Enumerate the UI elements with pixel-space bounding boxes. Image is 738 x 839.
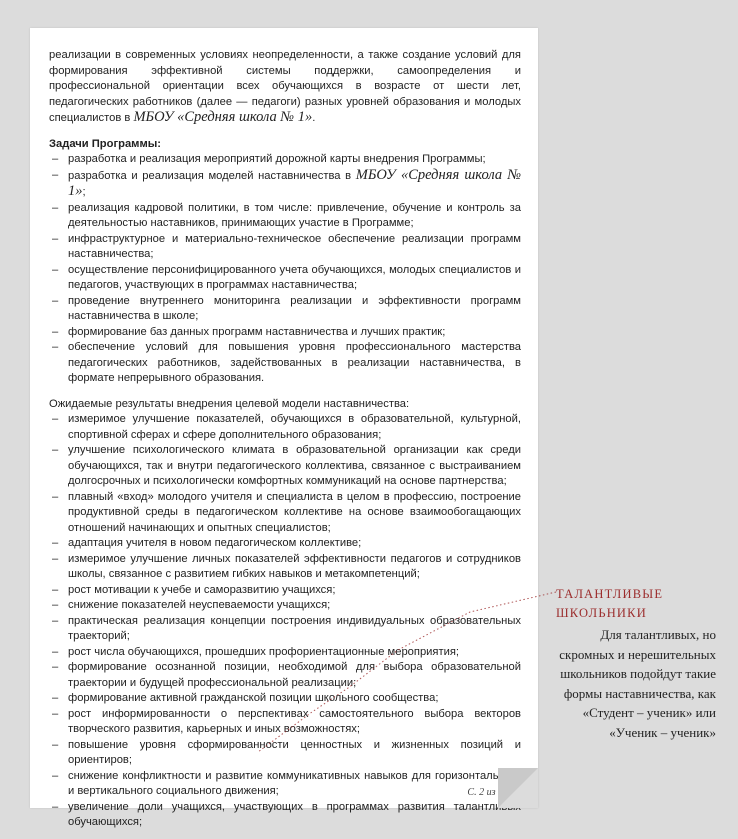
list-item-end: ; xyxy=(82,186,86,198)
list-item: – измеримое улучшение личных показателей эффективности педагогов и сотрудников школы, связанное с развитием гибких навыков и метакомпетенций; xyxy=(49,552,521,583)
list-item: – плавный «вход» молодого учителя и специалиста в целом в профессию, построение продуктивной среды в педагогическом коллективе на основе взаимообогащающих отношений начинающих и опытных специалистов; xyxy=(49,490,521,537)
task-school-name: МБОУ «Средняя школа № 1» xyxy=(68,166,521,199)
page-fold-corner xyxy=(498,768,538,808)
list-item: – практическая реализация концепции построения индивидуальных образовательных траекторий; xyxy=(49,614,521,645)
list-item xyxy=(49,168,521,201)
page-number: С. 2 из 23 xyxy=(467,787,508,798)
list-item: – формирование активной гражданской позиции школьного сообщества; xyxy=(49,691,521,707)
intro-school-name: МБОУ «Средняя школа № 1» xyxy=(133,109,313,125)
list-item: – повышение уровня сформированности ценностных и жизненных позиций и ориентиров; xyxy=(49,738,521,769)
note-body: Для талантливых, но скромных и нерешительных школьников подойдут такие формы наставничества, как «Студент – ученик» или «Ученик – ученик» xyxy=(559,627,716,740)
results-list xyxy=(49,412,521,831)
list-item: – снижение показателей неуспеваемости учащихся; xyxy=(49,598,521,614)
intro-end: . xyxy=(312,112,316,124)
list-item: – улучшение психологического климата в образовательной организации как среди обучающихся, так и внутри педагогического коллектива, связанное с выстраиванием долгосрочных и психологически комфортных коммуникаций на основе партнерства; xyxy=(49,443,521,490)
note-title-line-1: ТАЛАНТЛИВЫЕ xyxy=(556,587,664,601)
list-item: – проведение внутреннего мониторинга реализации и эффективности программ наставничества в школе; xyxy=(49,294,521,325)
margin-note xyxy=(556,585,716,742)
note-title-line-2: ШКОЛЬНИКИ xyxy=(556,606,647,620)
tasks-title: Задачи Программы: xyxy=(49,137,162,150)
list-item: – снижение конфликтности и развитие коммуникативных навыков для горизонтального и вертикального социального движения; xyxy=(49,769,521,800)
document-page xyxy=(30,28,538,828)
list-item: – разработка и реализация мероприятий дорожной карты внедрения Программы; xyxy=(49,152,521,168)
page-content xyxy=(49,48,521,831)
list-item: – рост мотивации к учебе и саморазвитию учащихся; xyxy=(49,583,521,599)
list-item: – адаптация учителя в новом педагогическом коллективе; xyxy=(49,536,521,552)
list-item: – обеспечение условий для повышения уровня профессионального мастерства педагогических работников, задействованных в реализации наставничества, в формате непрерывного образования. xyxy=(49,340,521,387)
tasks-list xyxy=(49,152,521,387)
list-item: – формирование осознанной позиции, необходимой для выбора образовательной траектории и будущей профессиональной реализации; xyxy=(49,660,521,691)
list-item: – рост информированности о перспективах самостоятельного выбора векторов творческого развития, карьерных и иных возможностях; xyxy=(49,707,521,738)
intro-text: реализации в современных условиях неопределенности, а также создание условий для формирования эффективной системы поддержки, самоопределения и профессиональной ориентации всех обучающихся в возрасте от шести лет, педагогических работников (далее — педагоги) разных уровней образования и молодых специалистов в xyxy=(49,49,521,124)
list-item: – осуществление персонифицированного учета обучающихся, молодых специалистов и педагогов, участвующих в программах наставничества; xyxy=(49,263,521,294)
list-item: – рост числа обучающихся, прошедших профориентационные мероприятия; xyxy=(49,645,521,661)
results-lead: Ожидаемые результаты внедрения целевой модели наставничества: xyxy=(49,397,410,410)
list-item: – реализация кадровой политики, в том числе: привлечение, обучение и контроль за деятельностью наставников, принимающих участие в Программе; xyxy=(49,201,521,232)
list-item: – инфраструктурное и материально-техническое обеспечение реализации программ наставничества; xyxy=(49,232,521,263)
list-item: – измеримое улучшение показателей, обучающихся в образовательной, культурной, спортивной сферах и сфере дополнительного образования; xyxy=(49,412,521,443)
list-item: – увеличение доли учащихся, участвующих в программах развития талантливых обучающихся; xyxy=(49,800,521,831)
intro-paragraph xyxy=(49,48,521,127)
list-item: – формирование баз данных программ наставничества и лучших практик; xyxy=(49,325,521,341)
list-item-text: разработка и реализация моделей наставничества в xyxy=(68,169,352,182)
